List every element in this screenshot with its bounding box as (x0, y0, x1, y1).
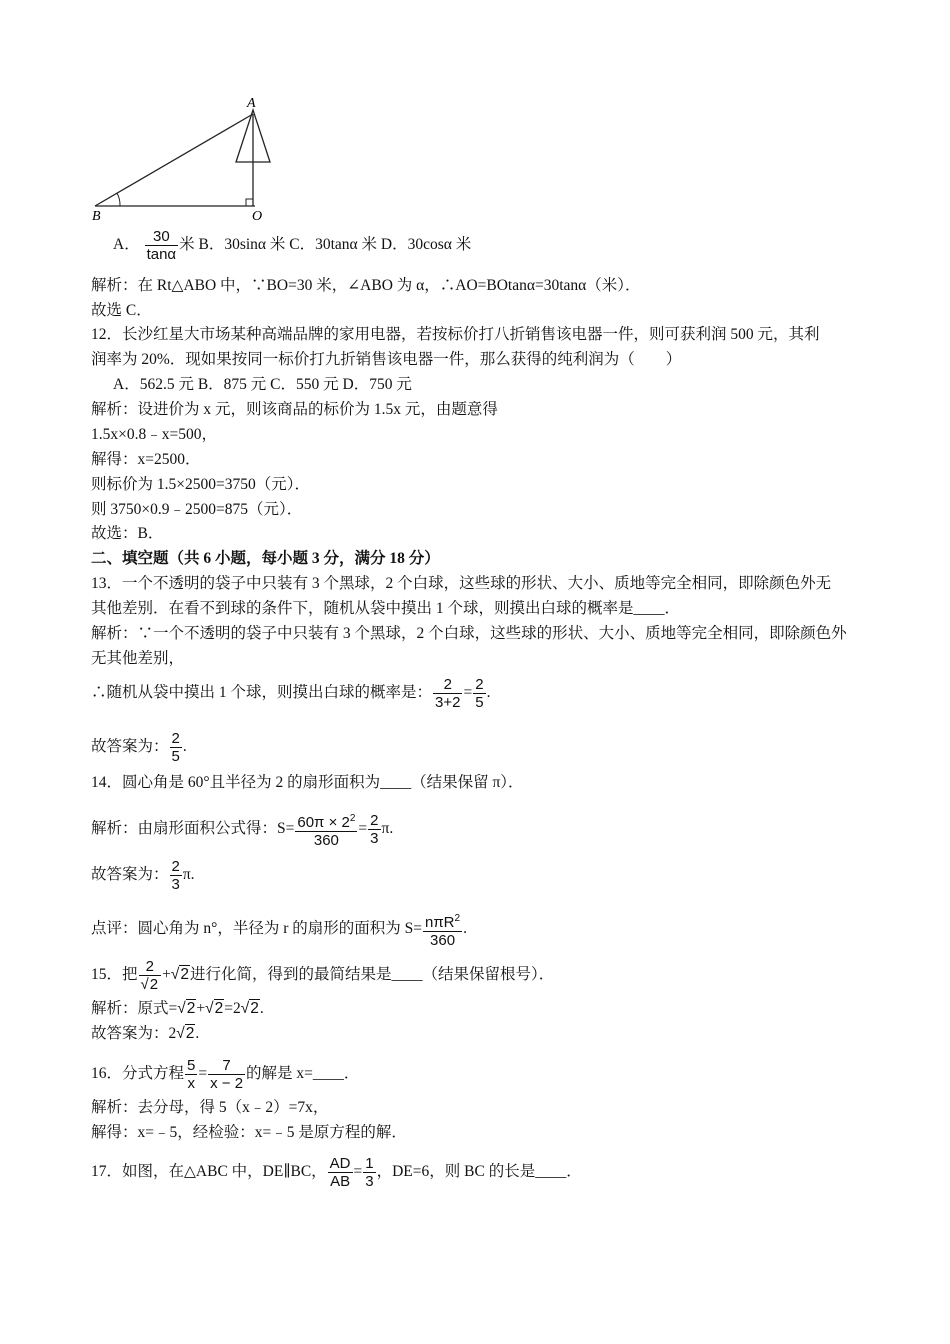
exponent: 2 (454, 913, 461, 924)
q13-stem-line2: 其他差别．在看不到球的条件下，随机从袋中摸出 1 个球，则摸出白球的概率是____． (91, 600, 681, 617)
right-angle-mark (246, 199, 253, 206)
fraction-denominator: 360 (430, 932, 456, 949)
analysis-prefix: 解析：原式= (91, 1000, 178, 1017)
period: . (463, 920, 467, 938)
q11-option-a-fraction (145, 228, 179, 263)
sqrt-expression: √2 (176, 1025, 195, 1042)
equals-coefficient: =2 (224, 1000, 241, 1017)
q13-analysis-line1: 解析：∵一个不透明的袋子中只装有 3 个黑球，2 个白球，这些球的形状、大小、质地等完全相同，即除颜色外 (91, 625, 847, 642)
fraction-denominator: 3 (171, 876, 180, 893)
q13-calc-prefix: ∴随机从袋中摸出 1 个球，则摸出白球的概率是： (91, 684, 433, 702)
fraction-numerator: 2 (370, 812, 379, 829)
sqrt-expression: √2 (177, 1000, 196, 1017)
fraction-denominator: 3+2 (435, 694, 461, 711)
radicand: 2 (185, 1025, 195, 1042)
plus-sign: + (162, 966, 171, 984)
q14-analysis (91, 810, 393, 849)
fraction-denominator: 5 (475, 694, 484, 711)
fraction-denominator: tanα (146, 246, 177, 263)
triangle-figure (88, 92, 288, 224)
fraction-numerator: 2 (139, 958, 162, 976)
q16-prefix: 16．分式方程 (91, 1065, 185, 1083)
q16-suffix: 的解是 x=____． (246, 1065, 360, 1083)
q12-stem-line2: 润率为 20%．现如果按同一标价打九折销售该电器一件，那么获得的纯利润为（ ） (91, 351, 682, 368)
sqrt-expression: √2 (240, 1000, 259, 1017)
q12-analysis-line: 解析：设进价为 x 元，则该商品的标价为 1.5x 元，由题意得 (91, 401, 498, 418)
fraction-numerator (295, 810, 357, 832)
q17-suffix: ，DE=6，则 BC 的长是____． (376, 1163, 582, 1181)
q13-analysis-line2: 无其他差别， (91, 650, 185, 667)
q13-answer (91, 730, 187, 765)
comment-prefix: 点评：圆心角为 n°，半径为 r 的扇形的面积为 S= (91, 920, 422, 938)
q14-stem: 14．圆心角是 60°且半径为 2 的扇形面积为____（结果保留 π）． (91, 774, 524, 791)
pi-period: π. (182, 866, 195, 884)
fraction-numerator: AD (329, 1155, 351, 1172)
q14-analysis-prefix: 解析：由扇形面积公式得：S= (91, 820, 295, 838)
q11-analysis: 解析：在 Rt△ABO 中，∵BO=30 米，∠ABO 为 α，∴AO=BOtanα=30tanα（米）． (91, 277, 641, 294)
q12-stem-line1: 12．长沙红星大市场某种高端品牌的家用电器，若按标价打八折销售该电器一件，则可获利润 500 元，其利 (91, 326, 820, 343)
sqrt-expression: √2 (170, 966, 189, 984)
q17-prefix: 17．如图，在△ABC 中，DE∥BC， (91, 1163, 327, 1181)
label-o: O (252, 209, 263, 224)
numerator-text: nπR (424, 914, 455, 931)
q11-answer: 故选 C． (91, 302, 152, 319)
section-heading: 二、填空题（共 6 小题，每小题 3 分，满分 18 分） (91, 550, 440, 567)
q15-analysis (91, 998, 264, 1020)
q15-prefix: 15．把 (91, 966, 138, 984)
fraction-denominator: 3 (370, 830, 379, 847)
plus-sign: + (196, 1000, 206, 1017)
answer-prefix: 故答案为： (91, 866, 169, 884)
q14-result-fraction (368, 812, 380, 847)
q13-calculation (91, 676, 490, 711)
period: . (259, 1000, 264, 1017)
equals-sign: = (463, 684, 473, 702)
q11-option-rest: 米 B．30sinα 米 C．30tanα 米 D．30cosα 米 (179, 236, 472, 254)
radicand: 2 (180, 966, 189, 984)
label-b: B (92, 209, 101, 224)
q11-options (113, 228, 471, 263)
q13-result-fraction (473, 676, 485, 711)
radicand: 2 (250, 1000, 259, 1017)
q12-analysis-line: 1.5x×0.8﹣x=500， (91, 426, 217, 443)
fraction-numerator: 2 (171, 858, 180, 875)
q15-fraction (139, 958, 162, 993)
q13-fraction (433, 676, 462, 711)
fraction-denominator: x (187, 1075, 195, 1092)
q14-area-fraction (295, 810, 357, 849)
q16-stem (91, 1057, 359, 1092)
q12-analysis-line: 解得：x=2500． (91, 451, 201, 468)
fraction-numerator: 2 (433, 676, 462, 694)
pi-period: π. (381, 820, 394, 838)
sqrt-expression: √2 (140, 976, 159, 993)
numerator-text: 60π × 2 (297, 814, 350, 831)
exponent: 2 (349, 813, 356, 824)
equals-sign: = (353, 1163, 363, 1181)
fraction-denominator: 5 (171, 748, 180, 765)
q13-stem-line1: 13．一个不透明的袋子中只装有 3 个黑球，2 个白球，这些球的形状、大小、质地等完全相同，即除颜色外无 (91, 575, 832, 592)
q16-fraction-right (208, 1057, 245, 1092)
fraction-numerator: 7 (208, 1057, 245, 1075)
answer-prefix: 故答案为： (91, 738, 169, 756)
q15-stem (91, 958, 554, 993)
q17-fraction (328, 1155, 353, 1190)
q12-options: A．562.5 元 B．875 元 C．550 元 D．750 元 (113, 376, 412, 393)
fraction-numerator: 1 (365, 1155, 374, 1172)
fraction-numerator: 2 (171, 730, 180, 747)
fraction-numerator: 2 (475, 676, 484, 693)
q14-comment (91, 910, 467, 949)
answer-prefix: 故答案为：2 (91, 1025, 177, 1042)
period: . (486, 684, 491, 702)
q15-suffix: 进行化简，得到的最简结果是____（结果保留根号）． (189, 966, 555, 984)
radicand: 2 (186, 1000, 196, 1017)
q11-option-a-label: A． (113, 236, 140, 254)
q12-analysis-line: 则标价为 1.5×2500=3750（元）． (91, 476, 310, 493)
fraction-denominator: 3 (365, 1173, 374, 1190)
fraction-denominator: x − 2 (210, 1075, 244, 1092)
q14-answer (91, 858, 195, 893)
radicand: 2 (214, 1000, 224, 1017)
q16-analysis-line: 解析：去分母，得 5（x﹣2）=7x， (91, 1099, 329, 1116)
q16-fraction-left (185, 1057, 197, 1092)
hypotenuse-line (95, 114, 253, 206)
q13-answer-fraction (170, 730, 182, 765)
q14-comment-fraction (423, 910, 462, 949)
radicand: 2 (149, 976, 159, 993)
q16-analysis-line: 解得：x=﹣5，经检验：x=﹣5 是原方程的解． (91, 1124, 407, 1141)
q12-analysis-line: 则 3750×0.9﹣2500=875（元）． (91, 501, 303, 518)
angle-arc (117, 193, 120, 206)
sqrt-expression: √2 (205, 1000, 224, 1017)
q14-answer-fraction (170, 858, 182, 893)
fraction-denominator: 360 (313, 832, 339, 849)
q17-stem (91, 1155, 582, 1190)
fraction-numerator (423, 910, 462, 932)
equals-sign: = (198, 1065, 208, 1083)
period: . (195, 1025, 200, 1042)
q17-ratio-fraction (363, 1155, 375, 1190)
fraction-numerator: 5 (187, 1057, 196, 1074)
period: . (182, 738, 187, 756)
q12-answer: 故选：B． (91, 525, 164, 542)
q15-answer (91, 1023, 199, 1045)
fraction-denominator (139, 976, 162, 993)
fraction-denominator: AB (330, 1173, 351, 1190)
fraction-numerator: 30 (145, 228, 179, 246)
equals-sign: = (358, 820, 368, 838)
label-a: A (247, 96, 256, 111)
